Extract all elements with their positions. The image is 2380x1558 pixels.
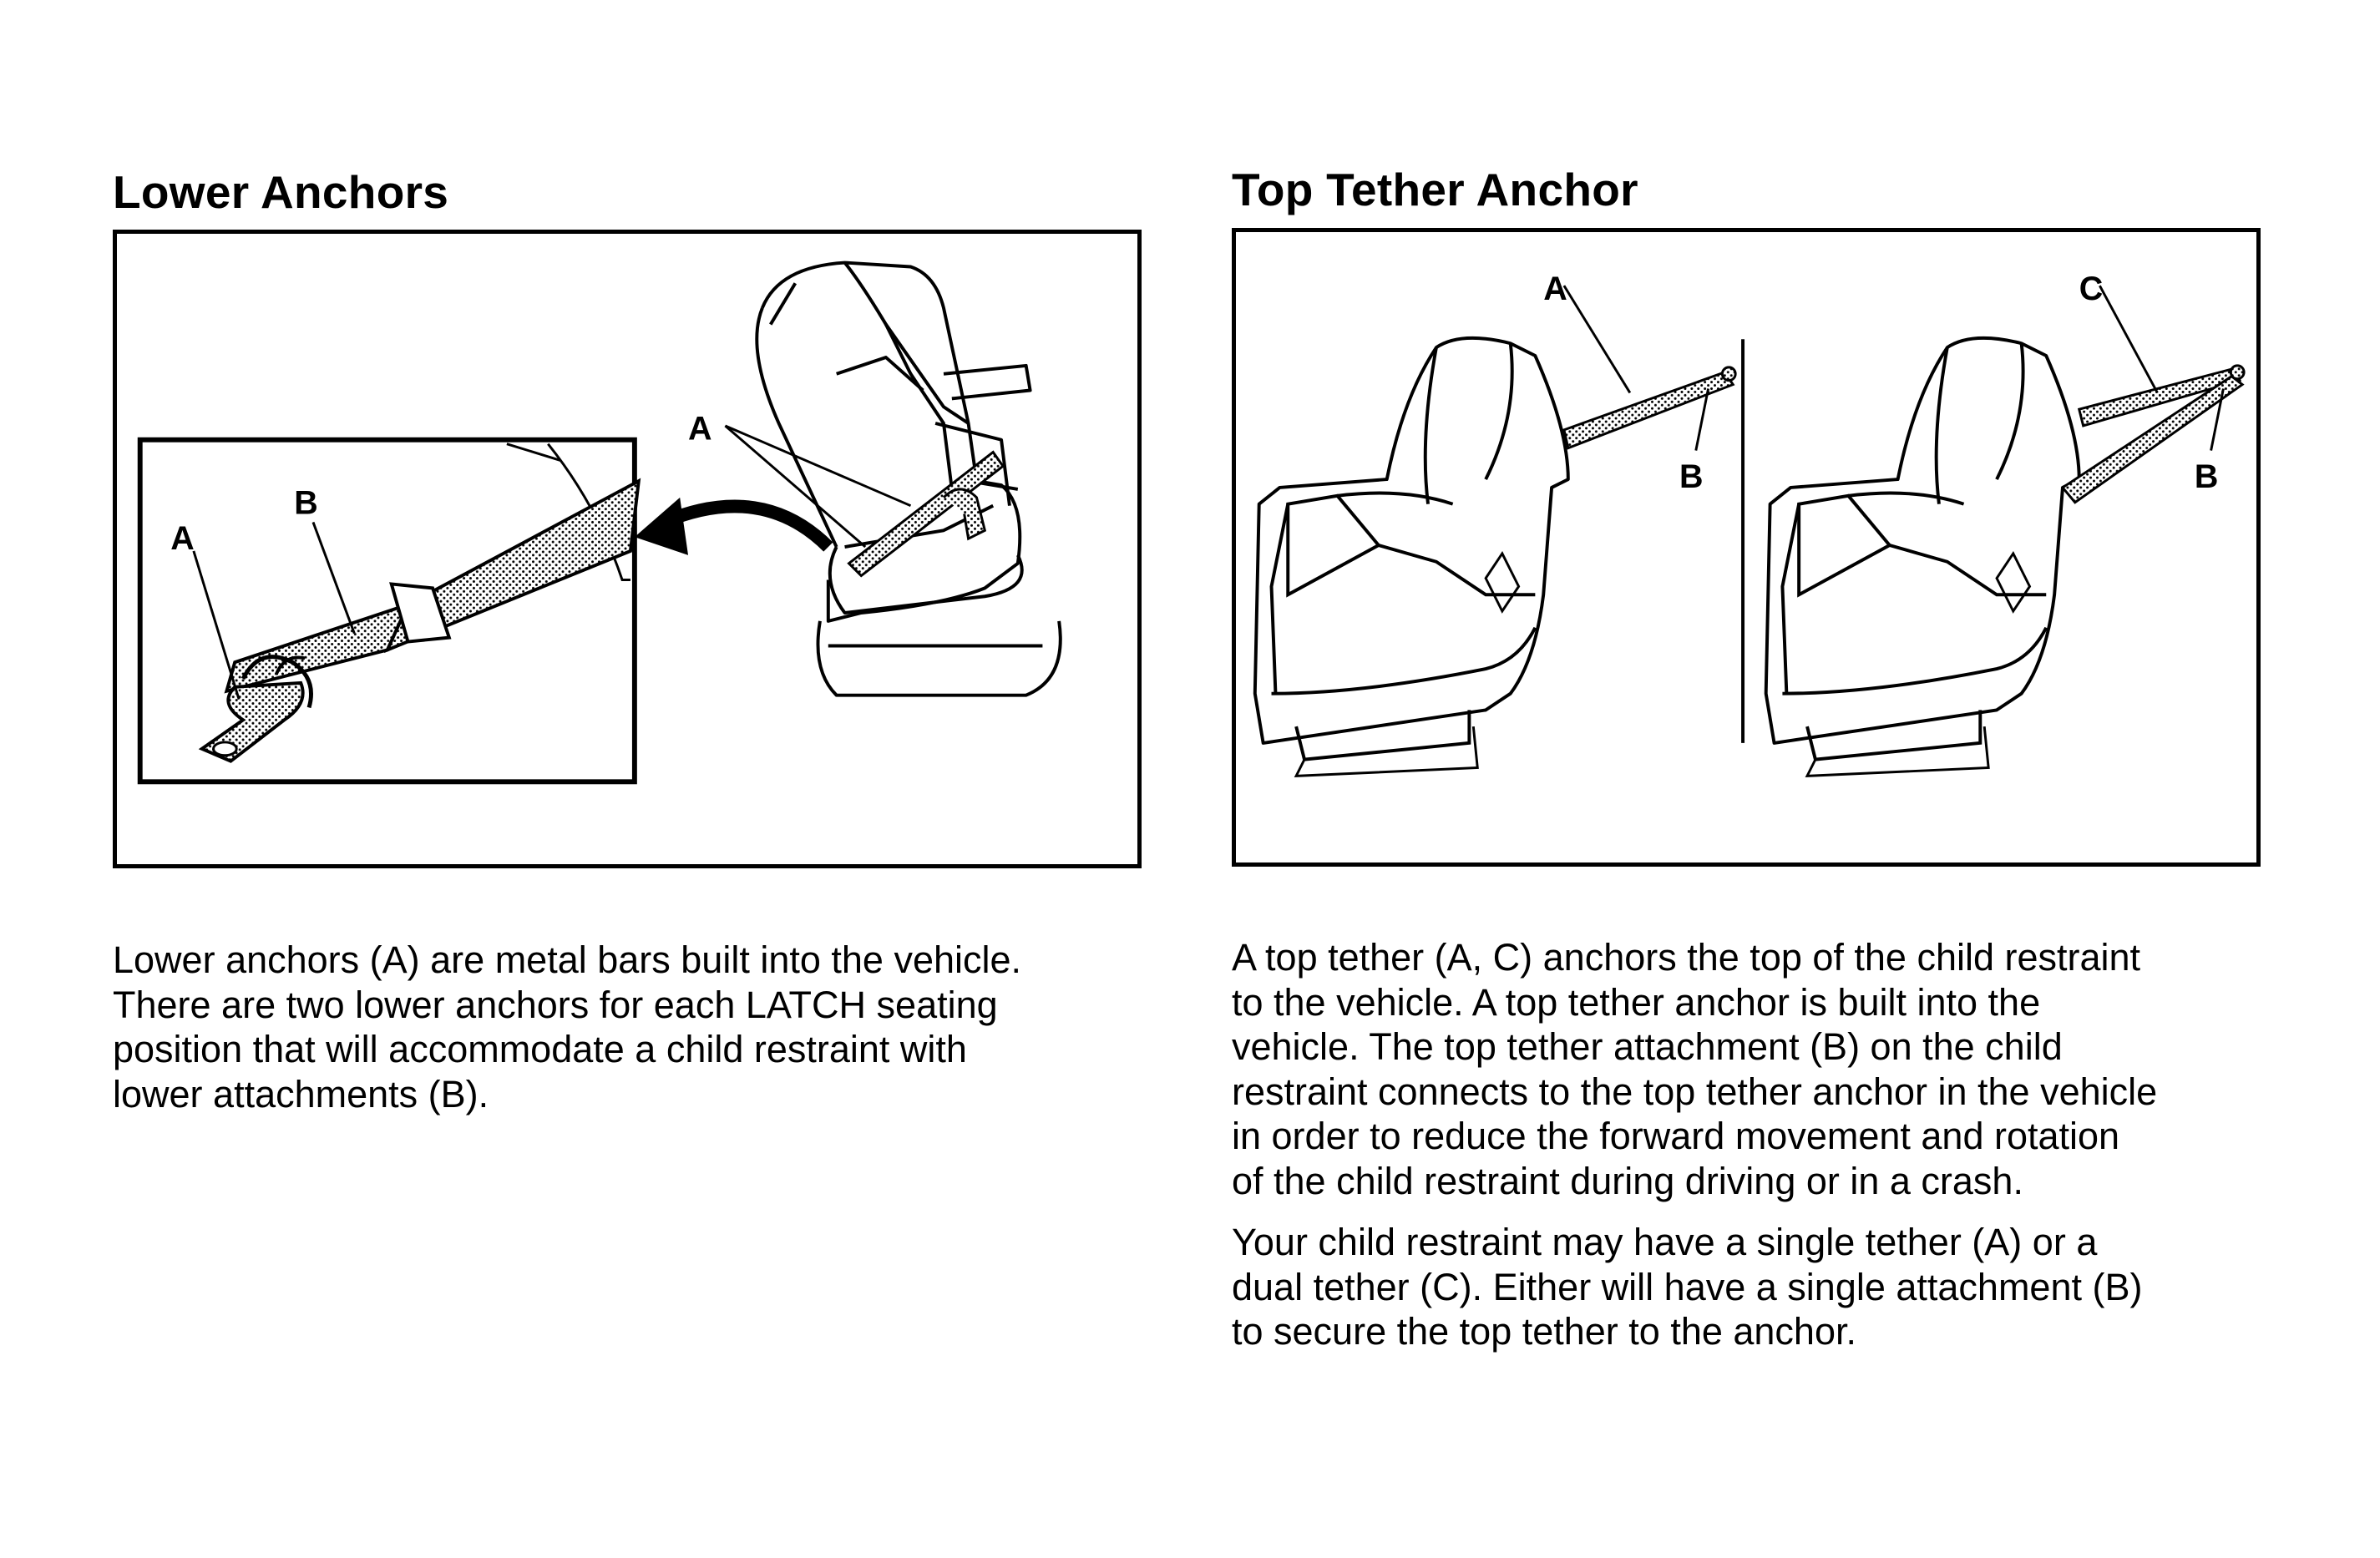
top-tether-figure bbox=[1232, 228, 2261, 867]
callout-line-a-2 bbox=[725, 426, 910, 506]
text-line: restraint connects to the top tether anchor in the vehicle bbox=[1232, 1070, 2158, 1113]
tether-types-description bbox=[1232, 1220, 2271, 1354]
child-seat-single-tether bbox=[1255, 271, 1735, 776]
inset-callout-b-label: B bbox=[294, 484, 318, 522]
text-line: to the vehicle. A top tether anchor is built into the bbox=[1232, 980, 2041, 1024]
child-seat-dual-tether bbox=[1766, 271, 2244, 776]
callout-a-label: A bbox=[688, 410, 712, 448]
lower-anchors-figure bbox=[113, 230, 1142, 868]
text-line: dual tether (C). Either will have a single attachment (B) bbox=[1232, 1265, 2143, 1308]
text-line: to secure the top tether to the anchor. bbox=[1232, 1310, 1856, 1353]
lower-anchors-description bbox=[113, 938, 1152, 1116]
lower-anchors-illustration bbox=[117, 234, 1137, 864]
callout-line-a bbox=[1564, 286, 1630, 392]
text-line: in order to reduce the forward movement and rotation bbox=[1232, 1115, 2120, 1157]
zoom-arrow bbox=[663, 506, 828, 547]
text-line: lower attachments (B). bbox=[113, 1072, 489, 1115]
vehicle-seat-drawing bbox=[757, 263, 1061, 696]
inset-callout-a-label: A bbox=[170, 519, 195, 557]
text-line: Your child restraint may have a single tether (A) or a bbox=[1232, 1221, 2098, 1263]
text-line: There are two lower anchors for each LATCH seating bbox=[113, 983, 998, 1026]
callout-c-label: C bbox=[2079, 270, 2104, 307]
callout-a-label: A bbox=[1543, 270, 1567, 307]
text-line: A top tether (A, C) anchors the top of the child restraint bbox=[1232, 936, 2141, 979]
top-tether-description bbox=[1232, 935, 2271, 1203]
callout-b-label-left: B bbox=[1679, 458, 1704, 495]
top-tether-heading: Top Tether Anchor bbox=[1232, 164, 1638, 215]
text-line: Lower anchors (A) are metal bars built into the vehicle. bbox=[113, 938, 1022, 981]
arrow-head bbox=[635, 498, 688, 555]
top-tether-illustration bbox=[1236, 232, 2256, 862]
inset-detail-box bbox=[140, 440, 639, 782]
callout-b-label-right: B bbox=[2194, 458, 2219, 495]
single-tether-strap bbox=[1564, 372, 1733, 448]
callout-line-c bbox=[2099, 286, 2157, 392]
text-line: of the child restraint during driving or in a crash. bbox=[1232, 1159, 2023, 1202]
lower-anchors-heading: Lower Anchors bbox=[113, 166, 449, 218]
text-line: position that will accommodate a child restraint with bbox=[113, 1028, 967, 1070]
text-line: vehicle. The top tether attachment (B) on the child bbox=[1232, 1025, 2063, 1068]
